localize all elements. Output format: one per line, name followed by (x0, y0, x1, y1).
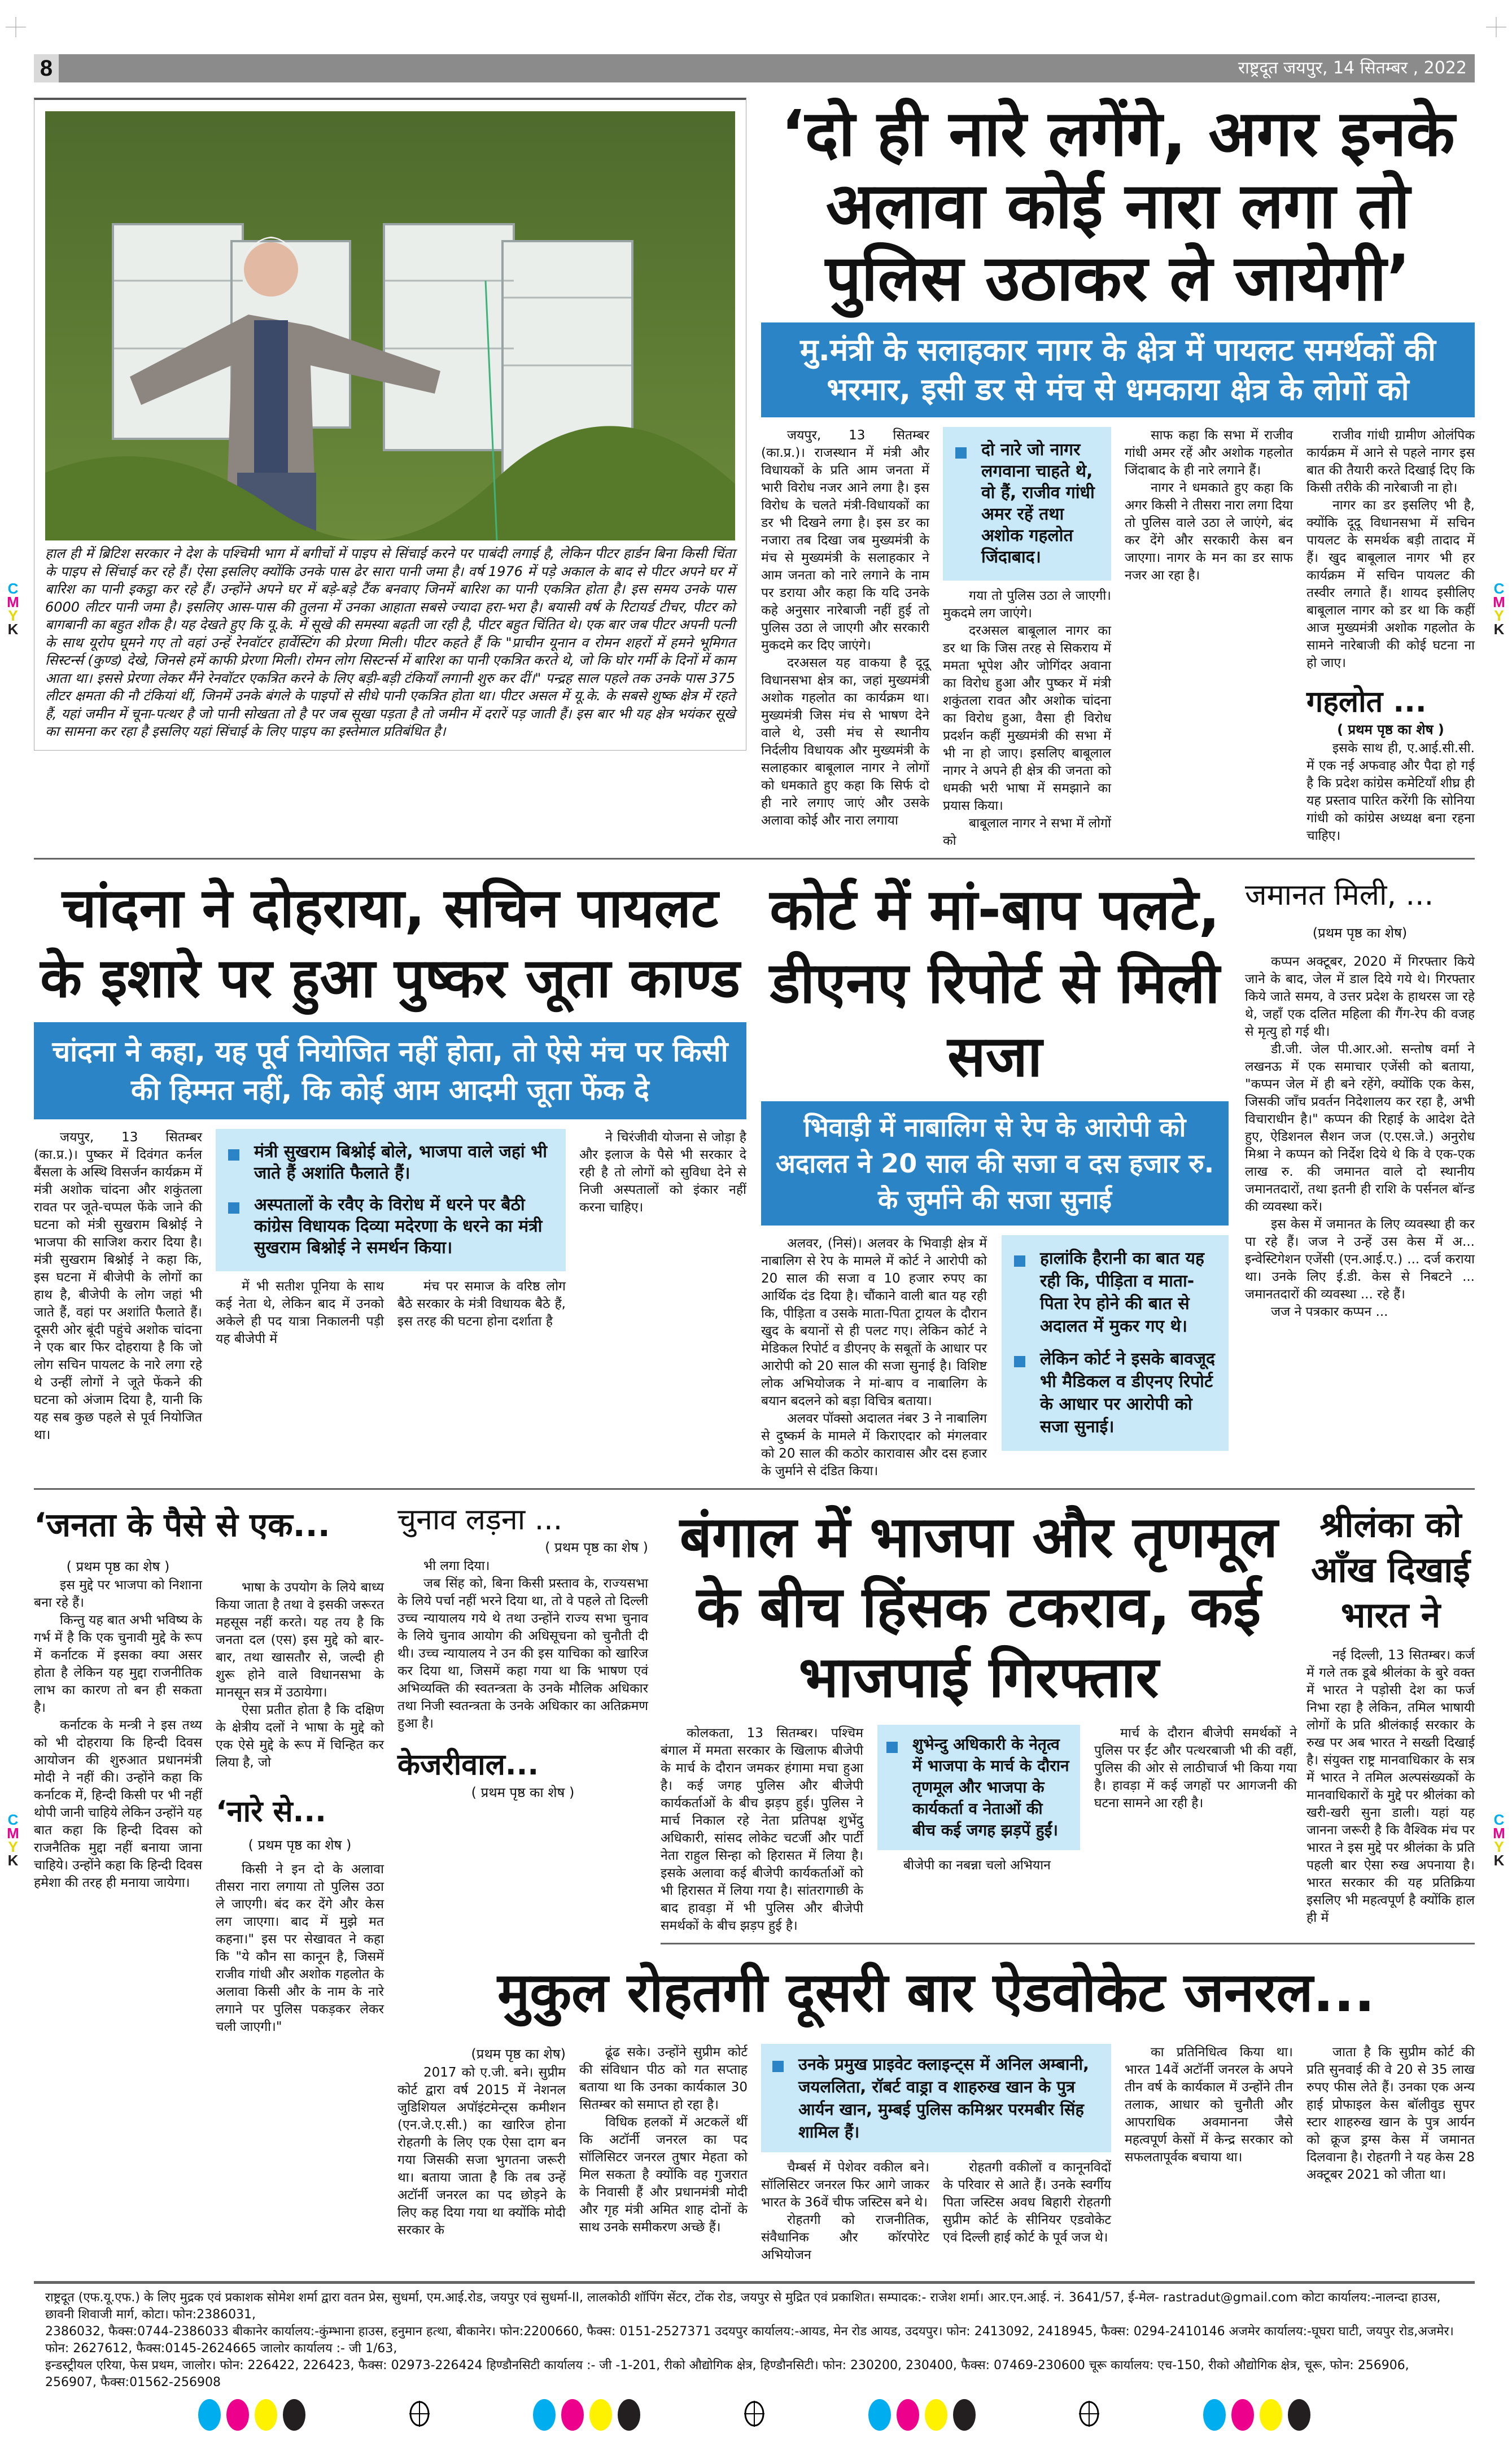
cmyk-y: Y (8, 607, 18, 624)
cmyk-k: K (1493, 621, 1505, 638)
paragraph: कप्पन अक्टूबर, 2020 में गिरफ्तार किये जाने के बाद, जेल में डाल दिये गये थे। गिरफ्तार किये जाते समय, वे उत्तर प्रदेश के हाथरस जा रहे थे, जहाँ एक दलित महिला की गैंग-रेप की वजह से मृत्यु हो गई थी। (1245, 954, 1475, 1039)
mukul-body (397, 2044, 1475, 2264)
paragraph: किसी ने इन दो के अलावा तीसरा नारा लगाया तो पुलिस उठा ले जाएगी। बंद कर देंगे और केस लग जाएगा। बाद में मुझे मत कहना।" इस पर सेखावत ने कहा कि "ये कौन सा कानून है, जिसमें राजीव गांधी और अशोक गहलोत के अलावा किसी और के नाम के नारे लगाने पर पुलिस पकड़कर लेकर चली जाएगी।" (216, 1862, 384, 2034)
chandna-column-1 (34, 1129, 202, 1444)
nare-se-jump-text (216, 1861, 384, 2036)
bengal-column-1 (661, 1725, 863, 1935)
cmyk-registration-label-right-lower (1491, 1813, 1507, 1867)
paragraph: कोलकता, 13 सितम्बर। पश्चिम बंगाल में ममता सरकार के खिलाफ बीजेपी के मार्च के दौरान जमकर हंगामा मचा हुआ है। कई जगह पुलिस और बीजेपी कार्यकर्ताओं के बीच झड़प हुई। पुलिस ने मार्च निकाल रहे नेता प्रतिपक्ष शुभेंदु अधिकारी, सांसद लोकेट चटर्जी और पार्टी नेता राहुल सिन्हा को हिरासत में लिया है। इसके अलावा कई बीजेपी कार्यकर्ताओं को भी हिरासत में लिया गया है। सांतरागाछी के बाद हावड़ा में भी पुलिस और बीजेपी समर्थकों के बीच झड़प हुई है। (661, 1726, 863, 1933)
cmyk-m: M (7, 1825, 19, 1842)
left-jumps (34, 1502, 384, 2036)
paragraph: अलवर पॉक्सो अदालत नंबर 3 ने नाबालिग से दुष्कर्म के मामले में किराएदार को मंगलवार को 20 साल की कठोर कारावास और दस हजार के जुर्माने से दंडित किया। (761, 1411, 987, 1479)
pullquote-text: हालांकि हैरानी का बात यह रही कि, पीड़िता व माता-पिता रेप होने की बात से अदालत में मुकर गए थे। (1040, 1249, 1204, 1336)
paragraph: दरअसल यह वाकया है दूदू विधानसभा क्षेत्र का, जहां मुख्यमंत्री अशोक गहलोत का कार्यक्रम था। मुख्यमंत्री जिस मंच से भाषण देने वाले थे, उसी मंच से स्थानीय निर्दलीय विधायक और मुख्यमंत्री के सलाहकार बाबूलाल नागर ने लोगों को धमकाते हुए कहा कि सिर्फ दो ही नारे लगाए जाएं और उसके अलावा कोई और नारा लगाया (761, 656, 929, 828)
paragraph: का प्रतिनिधित्व किया था। भारत 14वें अटॉर्नी जनरल के अपने तीन वर्ष के कार्यकाल में उन्होंने तीन तलाक, आधार को चुनौती और आपराधिक अवमानना जैसे महत्वपूर्ण केसों में केन्द्र सरकार को सफलतापूर्वक बचाया था। (1125, 2045, 1293, 2165)
bengal-row (397, 1502, 1475, 1935)
pullquote-text: उनके प्रमुख प्राइवेट क्लाइन्ट्स में अनिल अम्बानी, जयललिता, रॉबर्ट वाड्रा व शाहरुख खान के पुत्र आर्यन खान, मुम्बई पुलिस कमिश्नर परमबीर सिंह शामिल हैं। (798, 2055, 1089, 2142)
pullquote-text: शुभेन्दु अधिकारी के नेतृत्व में भाजपा के मार्च के दौरान तृणमूल और भाजपा के कार्यकर्ता व नेताओं की बीच कई जगह झड़पें हुईं। (912, 1735, 1069, 1839)
janta-column-2 (216, 1579, 384, 1772)
mukul-column-1-text (397, 2064, 566, 2239)
pullquote-text: लेकिन कोर्ट ने इसके बावजूद भी मैडिकल व डीएनए रिपोर्ट के आधार पर आरोपी को सजा सुनाई। (1040, 1349, 1215, 1437)
top-story-subhead: मु.मंत्री के सलाहकार नागर के क्षेत्र में पायलट समर्थकों की भरमार, इसी डर से मंच से धमकाया क्षेत्र के लोगों को (761, 322, 1475, 417)
paragraph: जब सिंह को, बिना किसी प्रस्ताव के, राज्यसभा के लिये पर्चा नहीं भरने दिया था, तो वे पहले तो दिल्ली उच्च न्यायालय गये थे तथा उन्होंने राज्य सभा चुनाव के लिये चुनाव आयोग की अधिसूचना को चुनौती दी थी। उच्च न्यायालय ने उन की इस याचिका को खारिज कर दिया था, जिसमें कहा गया था कि भाषण एवं अभिव्यक्ति की स्वतन्त्रता के उनके मौलिक अधिकार तथा निजी स्वतन्त्रता के उनके अधिकार का अतिक्रमण हुआ है। (397, 1576, 648, 1731)
color-dot-m (1231, 2399, 1254, 2431)
paragraph: जाता है कि सुप्रीम कोर्ट की प्रति सुनवाई की वे 20 से 35 लाख रुपए फीस लेते हैं। उनका एक अन्य हाई प्रोफाइल केस बॉलीवुड सुपर स्टार शाहरुख खान के पुत्र आर्यन को क्रूज ड्रग्स केस में जमानत दिलवाना है। रोहतगी ने यह केस 28 अक्टूबर 2021 को जीता था। (1306, 2045, 1475, 2182)
paragraph: रोहतगी को राजनीतिक, संवैधानिक और कॉरपोरेट अभियोजन (761, 2213, 929, 2262)
kejriwal-continued-label: ( प्रथम पृष्ठ का शेष ) (471, 1785, 575, 1800)
color-dot-m (561, 2399, 584, 2431)
chunav-jump-text (397, 1558, 648, 1733)
cmyk-m: M (1493, 1825, 1505, 1842)
color-dot-m (897, 2399, 919, 2431)
color-dot-k (283, 2399, 305, 2431)
cmyk-y: Y (1494, 607, 1504, 624)
gehlot-jump-heading: गहलोत ... (1306, 685, 1427, 719)
nare-se-continued-label: ( प्रथम पृष्ठ का शेष ) (248, 1837, 352, 1853)
court-pullquote (1002, 1235, 1229, 1451)
lower-section (34, 1502, 1475, 2264)
paragraph: नागर का डर इसलिए भी है, क्योंकि दूदू विधानसभा में सचिन पायलट के समर्थक बड़ी तादाद में हैं। खुद बाबूलाल नागर भी हर कार्यक्रम में सचिन पायलट की तस्वीर लगाते हैं। शायद इसीलिए बाबूलाल नागर को डर था कि कहीं आज मुख्यमंत्री अशोक गहलोत के सामने नारेबाजी की कोई घटना ना हो जाए। (1306, 498, 1475, 670)
section-divider (34, 1488, 1475, 1490)
color-dot-y (589, 2399, 612, 2431)
color-dot-m (226, 2399, 249, 2431)
mukul-continued-label: (प्रथम पृष्ठ का शेष) (471, 2046, 566, 2062)
top-story-column-3 (1125, 427, 1293, 585)
jamanat-continued-label: (प्रथम पृष्ठ का शेष) (1312, 925, 1408, 941)
middle-section (34, 873, 1475, 1480)
cmyk-c: C (1493, 580, 1505, 597)
paragraph: चैम्बर्स में पेशेवर वकील बने। सॉलिसिटर जनरल फिर आगे जाकर भारत के 36वें चीफ जस्टिस बने थे। (761, 2160, 929, 2210)
paragraph: ने चिरंजीवी योजना से जोड़ा है और इलाज के पैसे भी सरकार दे रही है तो लोगों को सुविधा देने से निजी अस्पतालों को इंकार नहीं करना चाहिए। (579, 1130, 746, 1215)
newspaper-page (34, 0, 1475, 2442)
top-story-column-2 (943, 587, 1111, 850)
chandna-headline: चांदना ने दोहराया, सचिन पायलट के इशारे पर हुआ पुष्कर जूता काण्ड (40, 876, 740, 1010)
paragraph: गया तो पुलिस उठा ले जाएगी। मुकदमे लग जाएंगे। (943, 588, 1111, 621)
bengal-body (661, 1725, 1297, 1935)
mukul-middle (761, 2044, 1111, 2264)
bullet-square-icon (955, 447, 967, 459)
footer-imprint-line-2: 2386032, फैक्स:0744-2386033 बीकानेर कार्यालय:-कुंम्भाना हाउस, हनुमान हत्था, बीकानेर। फोन:2200660, फैक्स: 0151-2527371 उदयपुर कार्यालय:-आयड, मेन रोड आयड, उदयपुर। फोन: 2413092, 2418945, फैक्स: 0294-2410146 अजमेर कार्यालय:-घूघरा घाटी, जयपुर रोड,अजमेर। फोन: 2627612, फैक्स:0145-2624665 जालोर कार्यालय :- जी 1/63, (45, 2325, 1454, 2356)
cmyk-c: C (7, 1811, 19, 1828)
paragraph: दरअसल बाबूलाल नागर का डर था कि जिस तरह से सिकराय में ममता भूपेश और जोगिंदर अवाना का विरोध हुआ और पुष्कर में मंत्री शकुंतला रावत और अशोक चांदना का विरोध हुआ, वैसा ही विरोध प्रदर्शन कहीं मुख्यमंत्री की सभा में भी ना हो जाए। इसलिए बाबूलाल नागर ने अपने ही क्षेत्र की जनता को धमकी भरी भाषा में समझाने का प्रयास किया। (943, 623, 1111, 813)
mukul-pullquote (761, 2044, 1111, 2152)
pullquote-text: अस्पतालों के रवैए के विरोध में धरने पर बैठी कांग्रेस विधायक दिव्या मदेरणा के धरने का मंत्री सुखराम बिश्नोई ने समर्थन किया। (254, 1195, 543, 1258)
srilanka-column (1306, 1647, 1475, 1927)
cmyk-registration-label-right (1491, 582, 1507, 636)
paragraph: डी.जी. जेल पी.आर.ओ. सन्तोष वर्मा ने लखनऊ में एक समाचार एजेंसी को बताया, "कप्पन जेल में ही बने रहेंगे, क्योंकि एक केस, जिसकी जाँच प्रवर्तन निदेशालय कर रहा है, अभी विचाराधीन है।" कप्पन की रिहाई के आदेश देते हुए, ऐडिशनल सैशन जज (ए.एस.जे.) अनुरोध मिश्रा ने कप्पन को निर्देश दिये थे कि वे एक-एक लाख रु. की जमानत वाले दो स्थानीय जमानतदारों, तथा इतनी ही राशि के पर्सनल बॉन्ड की व्यवस्था करें। (1245, 1042, 1475, 1214)
cmyk-k: K (7, 1852, 19, 1869)
court-body (761, 1235, 1229, 1480)
photo-caption: हाल ही में ब्रिटिश सरकार ने देश के पश्चिमी भाग में बगीचों में पाइप से सिंचाई करने पर पाबंदी लगाई है, लेकिन पीटर हार्डन बिना किसी चिंता के पाइप से सिंचाई कर रहे हैं। ऐसा इसलिए क्योंकि उनके पास ढेर सारा पानी जमा है। वर्ष 1976 में पड़े अकाल के बाद से पीटर अपने घर में बारिश का पानी इकट्ठा कर रहे हैं। उन्होंने अपने घर में बड़े-बड़े टैंक बनवाए जिनमें बारिश का पानी एकत्रित होता है। इस समय उनके पास 6000 लीटर पानी जमा है। इसलिए आस-पास की तुलना में उनका आहाता सबसे ज्यादा हरा-भरा है। बयासी वर्ष के रिटायर्ड टीचर, पीटर को बागबानी का बहुत शौक है। यह देखते हुए कि यू.के. में सूखे की समस्या बढ़ती जा रही है, पीटर बहुत चिंतित थे। एक बार जब पीटर अपनी पत्नी के साथ यूरोप घूमने गए तो वहां उन्हें रेनवॉटर हार्वेस्टिंग की प्रेरणा मिली। पीटर कहते हैं कि "प्राचीन यूनान व रोमन शहरों में हमने भूमिगत सिस्टर्न्स (कुण्ड) देखे, जिनसे हमें काफी प्रेरणा मिली। रोमन लोग सिस्टर्न्स में बारिश का पानी एकत्रित करते थे, जो कि घोर गर्मी के दिनों में काम आता था। इससे प्रेरणा लेकर मैंने रेनवॉटर एकत्रित करने के लिए बड़ी-बड़ी टंकियाँ लगानी शुरु कर दीं।" पन्द्रह साल पहले तक उनके पास 375 लीटर क्षमता की नौ टंकियां थीं, जिनमें उनके बंगले के पाइपों से सीधे पानी एकत्रित होता था। पीटर असल में यू.के. के सबसे शुष्क क्षेत्र में रहते हैं, यहां जमीन में चूना-पत्थर है जो पानी सोखता तो है पर जब सूखा पड़ता है तो जमीन में दरारें पड़ जाती हैं। इस बार भी यह क्षेत्र भयंकर सूखे का सामना कर रहा है इसलिए यहां सिंचाई के लिए पाइप का इस्तेमाल प्रतिबंधित है। (45, 546, 735, 739)
dateline: राष्ट्रदूत जयपुर, 14 सितम्बर , 2022 (1238, 58, 1467, 78)
cmyk-registration-label-left (5, 582, 21, 636)
paragraph: साफ कहा कि सभा में राजीव गांधी अमर रहें और अशोक गहलोत जिंदाबाद के ही नारे लगाने हैं। (1125, 428, 1293, 478)
paragraph: विधिक हलकों में अटकलें थीं कि अटॉर्नी जनरल का पद सॉलिसिटर जनरल तुषार मेहता को मिल सकता है क्योंकि वह गुजरात के निवासी हैं और प्रधानमंत्री मोदी और गृह मंत्री अमित शाह दोनों के साथ उनके समीकरण अच्छे हैं। (579, 2115, 748, 2235)
bengal-column-3 (1094, 1725, 1297, 1812)
footer-divider (34, 2281, 1475, 2284)
top-story-headline: ‘दो ही नारे लगेंगे, अगर इनके अलावा कोई नारा लगा तो पुलिस उठाकर ले जायेगी’ (781, 97, 1455, 315)
chandna-body (34, 1129, 746, 1444)
nare-se-jump-heading: ‘नारे से... (216, 1795, 326, 1829)
janta-jump-heading: ‘जनता के पैसे से एक... (34, 1506, 330, 1544)
paragraph: नागर ने धमकाते हुए कहा कि अगर किसी ने तीसरा नारा लगा दिया तो पुलिस वाले उठा ले जाएंगे, बंद कर देंगे और सरकारी केस बन जाएगा। नागर के मन का डर साफ नजर आ रहा है। (1125, 481, 1293, 583)
crosshair-registration-icon (1486, 17, 1506, 37)
paragraph: भाषा के उपयोग के लिये बाध्य किया जाता है तथा वे इसकी जरूरत महसूस नहीं करते। यह तय है कि जनता दल (एस) इस मुद्दे को बार-बार, तथा खासतौर से, जल्दी ही शुरू होने वाले विधानसभा के मानसून सत्र में उठायेगा। (216, 1580, 384, 1700)
section-divider (34, 858, 1475, 860)
cmyk-y: Y (8, 1838, 18, 1855)
registration-target-icon (408, 2401, 431, 2429)
photo-feature-panel (34, 98, 746, 751)
paragraph: जयपुर, 13 सितम्बर (का.प्र.)। पुष्कर में दिवंगत कर्नल बैंसला के अस्थि विसर्जन कार्यक्रम में मंत्री अशोक चांदना और शकुंतला रावत पर जूते-चप्पल फेंके जाने की घटना को मंत्री सुखराम बिश्नोई ने भाजपा की साजिश करार दिया है। मंत्री सुखराम बिश्नोई ने कहा कि, इस घटना में बीजेपी के लोगों का हाथ है, बीजेपी के लोग जहां भी जाते हैं, वहां पर अशांति फैलाते हैं। दूसरी ओर बूंदी पहुंचे अशोक चांदना ने एक बार फिर दोहराया है कि जो लोग सचिन पायलट के नारे लगा रहे थे उन्हीं लोगों ने जूते फेंकने की घटना को अंजाम दिया है, यानी कि यह सब कुछ पहले से पूर्व नियोजित था। (34, 1130, 202, 1442)
paragraph: बाबूलाल नागर ने सभा में लोगों को (943, 816, 1111, 848)
cmyk-k: K (7, 621, 19, 638)
crosshair-registration-icon (6, 17, 26, 37)
color-dot-k (953, 2399, 976, 2431)
chandna-column-3 (397, 1278, 566, 1331)
gehlot-jump-text (1306, 740, 1475, 845)
paragraph: किन्तु यह बात अभी भविष्य के गर्भ में है कि एक चुनावी मुद्दे के रूप में कर्नाटक में इसका क्या असर होता है लेकिन यह मुद्दा राजनीतिक लाभ का कारण तो बन ही सकता है। (34, 1613, 202, 1715)
paragraph: बीजेपी का नबन्ना चलो अभियान (903, 1858, 1051, 1873)
paragraph: 2017 को ए.जी. बने। सुप्रीम कोर्ट द्वारा वर्ष 2015 में नेशनल जुडिशियल अपॉइंटमेन्ट्स कमीशन (एन.जे.ए.सी.) का खारिज होना रोहतगी के लिए एक ऐसा दाग बन गया जिसकी सजा भुगतना जरूरी था। बताया जाता है कि तब उन्हें अटॉर्नी जनरल का पद छोड़ने के लिए कह दिया गया था क्योंकि मोदी सरकार के (397, 2065, 566, 2238)
cmyk-m: M (1493, 594, 1505, 610)
color-dot-y (255, 2399, 277, 2431)
chandna-middle-columns (216, 1278, 566, 1348)
chunav-continued-label: ( प्रथम पृष्ठ का शेष ) (545, 1540, 648, 1555)
left-jump-columns (34, 1556, 384, 2036)
cmyk-registration-label-left-lower (5, 1813, 21, 1867)
nare-se-jump-column (216, 1794, 384, 2036)
chunav-jump-column (397, 1502, 648, 1803)
paragraph: इसके साथ ही, ए.आई.सी.सी. में एक नई अफवाह और पैदा हो गई है कि प्रदेश कांग्रेस कमेटियाँ शीघ्र ही यह प्रस्ताव पारित करेंगी कि सोनिया गांधी को कांग्रेस अध्यक्ष बना रहना चाहिए। (1306, 741, 1475, 843)
cmyk-y: Y (1494, 1838, 1504, 1855)
mukul-headline: मुकुल रोहतगी दूसरी बार ऐडवोकेट जनरल... (497, 1961, 1375, 2024)
top-story-body (761, 427, 1475, 850)
color-bar (34, 2391, 1475, 2442)
color-dot-k (1288, 2399, 1310, 2431)
paragraph: जयपुर, 13 सितम्बर (का.प्र.)। राजस्थान में मंत्री और विधायकों के प्रति आम जनता में भारी विरोध नजर आने लगा है। इस विरोध के चलते मंत्री-विधायकों का डर भी दिखने लगा है। इस डर का नजारा तब दिखा जब मुख्यमंत्री के मंच से मुख्यमंत्री के सलाहकार ने आम जनता को नारे लगाने के नाम पर डराया और कहा कि यदि उनके कहे अनुसार नारेबाजी नहीं हुई तो पुलिस उठा ले जाएगी और सरकारी मुकदमे कर दिए जाएंगे। (761, 428, 929, 653)
jamanat-jump-heading: जमानत मिली, ... (1245, 878, 1434, 912)
paragraph: कर्नाटक के मन्त्री ने इस तथ्य को भी दोहराया कि हिन्दी दिवस आयोजन की शुरुआत प्रधानमंत्री मोदी ने नहीं की। उन्होंने कहा कि कर्नाटक में, हिन्दी किसी पर भी नहीं थोपी जानी चाहिये लेकिन उन्होंने यह बात कहा कि हिन्दी दिवस को राजनैतिक मुद्दा नहीं बनाया जाना चाहिये। उन्होंने कहा कि हिन्दी दिवस हमेशा की तरह ही मनाया जायेगा। (34, 1718, 202, 1890)
top-story-column-1 (761, 427, 929, 830)
paragraph: भी लगा दिया। (423, 1559, 490, 1573)
bullet-square-icon (772, 2061, 784, 2072)
jamanat-jump-column (1245, 873, 1475, 1321)
color-dot-group (533, 2399, 640, 2431)
color-dot-c (198, 2399, 221, 2431)
paragraph: अलवर, (निसं)। अलवर के भिवाड़ी क्षेत्र में नाबालिग से रेप के मामले में कोर्ट ने आरोपी को 20 साल की सजा व 10 हजार रुपए का आर्थिक दंड दिया है। चौंकाने वाली बात यह रही कि, पीड़िता व उसके माता-पिता ट्रायल के दौरान खुद के बयानों से ही पलट गए। लेकिन कोर्ट ने मेडिकल रिपोर्ट व डीएनए के सबूतों के आधार पर आरोपी को 20 साल की सजा सुनाई है। विशिष्ट लोक अभियोजक ने मां-बाप व नाबालिग के बयान बदलने को बड़ा विचित्र बताया। (761, 1236, 987, 1408)
court-story (761, 873, 1229, 1480)
janta-column-2-wrap (216, 1556, 384, 2036)
top-story-column-2-wrap (943, 427, 1111, 850)
color-dot-y (1260, 2399, 1282, 2431)
bengal-story (661, 1502, 1297, 1935)
chandna-subhead: चांदना ने कहा, यह पूर्व नियोजित नहीं होता, तो ऐसे मंच पर किसी की हिम्मत नहीं, कि कोई आम आदमी जूता फेंक दे (34, 1022, 746, 1119)
mukul-middle-columns (761, 2159, 1111, 2264)
cmyk-c: C (7, 580, 19, 597)
chandna-story (34, 873, 746, 1444)
srilanka-headline: श्रीलंका को आँख दिखाई भारत ने (1311, 1504, 1470, 1636)
top-section (34, 98, 1475, 850)
photo-gardener-with-rain-tanks (45, 111, 735, 540)
jamanat-jump-text (1245, 953, 1475, 1321)
paragraph: मंच पर समाज के वरिष्ठ लोग बैठे सरकार के मंत्री विधायक बैठे हैं, इस तरह की घटना होना दर्शाता है (397, 1279, 566, 1329)
bengal-column-2-wrap (877, 1725, 1080, 1874)
kejriwal-jump-heading: केजरीवाल... (397, 1748, 539, 1782)
pullquote-text: दो नारे जो नागर लगवाना चाहते थे, वो हैं, राजीव गांधी अमर रहें तथा अशोक गहलोत जिंदाबाद। (981, 440, 1095, 567)
chandna-column-4 (579, 1129, 746, 1216)
color-dot-group (1203, 2399, 1310, 2431)
color-dot-group (868, 2399, 976, 2431)
mukul-column-3 (761, 2159, 929, 2264)
mukul-column-1 (397, 2044, 566, 2239)
bullet-square-icon (228, 1202, 239, 1214)
paragraph: मार्च के दौरान बीजेपी समर्थकों ने पुलिस पर ईंट और पत्थरबाजी भी की वहीं, पुलिस की ओर से लाठीचार्ज भी किया गया है। हावड़ा में कई जगहों पर आगजनी की घटना सामने आ रही है। (1094, 1726, 1297, 1811)
bullet-square-icon (886, 1742, 898, 1753)
top-story (761, 98, 1475, 850)
chunav-jump-heading: चुनाव लड़ना ... (397, 1503, 563, 1537)
paragraph: इस केस में जमानत के लिए व्यवस्था ही कर पा रहे हैं। जज ने उन्हें उस केस में अ... इन्वेस्टिगेशन एजेंसी (एन.आई.ए.) ... दर्ज कराया था। उनके लिए ई.डी. केस से निबटने ... जमानतदारों की व्यवस्था ... रहे हैं। (1245, 1217, 1475, 1302)
top-story-column-4-text (1306, 427, 1475, 672)
registration-target-icon (743, 2401, 766, 2429)
paragraph: रोहतगी वकीलों व कानूनविदों के परिवार से आते हैं। उनके स्वर्गीय पिता जस्टिस अवध बिहारी रोहतगी सुप्रीम कोर्ट के सीनियर एडवोकेट एवं दिल्ली हाई कोर्ट के पूर्व जज थे। (943, 2160, 1111, 2245)
mukul-column-4 (943, 2159, 1111, 2247)
lower-right (397, 1502, 1475, 2264)
color-dot-c (868, 2399, 891, 2431)
bullet-square-icon (1014, 1255, 1025, 1267)
gehlot-continued-label: ( प्रथम पृष्ठ का शेष ) (1337, 722, 1444, 738)
pullquote-text: मंत्री सुखराम बिश्नोई बोले, भाजपा वाले जहां भी जाते हैं अशांति फैलाते हैं। (254, 1142, 547, 1183)
bengal-headline: बंगाल में भाजपा और तृणमूल के बीच हिंसक टकराव, कई भाजपाई गिरफ्तार (679, 1504, 1278, 1710)
court-headline: कोर्ट में मां-बाप पलटे, डीएनए रिपोर्ट से मिली सजा (770, 876, 1220, 1089)
paragraph: ऐसा प्रतीत होता है कि दक्षिण के क्षेत्रीय दलों ने भाषा के मुद्दे को एक ऐसे मुद्दे के रूप में चिन्हित कर लिया है, जो (216, 1703, 384, 1770)
color-dot-y (925, 2399, 947, 2431)
paragraph: इस मुद्दे पर भाजपा को निशाना बना रहे हैं। (34, 1578, 202, 1610)
paragraph: नई दिल्ली, 13 सितम्बर। कर्ज में गले तक डूबे श्रीलंका के बुरे वक्त में भारत ने पड़ोसी देश का फर्ज निभा रहा है लेकिन, तमिल भाषायी लोगों के प्रति श्रीलंकाई सरकार के रुख पर अब भारत ने सख्ती दिखाई है। संयुक्त राष्ट्र मानवाधिकार के सत्र में भारत ने तमिल अल्पसंख्यकों के मानवाधिकारों के मुद्दे पर श्रीलंका को खरी-खरी सुना डाली। यहां यह जानना जरूरी है कि वैश्विक मंच पर भारत ने इस मुद्दे पर श्रीलंका के प्रति पहली बार ऐसा रुख अपनाया है। भारत सरकार की यह प्रतिक्रिया इसलिए भी महत्वपूर्ण है क्योंकि हाल ही में (1306, 1648, 1475, 1925)
chandna-column-2 (216, 1278, 384, 1348)
footer-imprint-line-3: इन्डस्ट्रीयल एरिया, फेस प्रथम, जालोर। फोन: 226422, 226423, फैक्स: 02973-226424 हिण्डौनसिटी कार्यालय :- जी -1-201, रीको औद्योगिक क्षेत्र, हिण्डौनसिटी। फोन: 230200, 230400, फैक्स: 07469-230600 चूरू कार्यालय: एच-150, रीको औद्योगिक क्षेत्र, चूरू, फोन: 256906, 256907, फैक्स:01562-256908 (45, 2358, 1409, 2389)
paragraph: ढूंढ सके। उन्होंने सुप्रीम कोर्ट की संविधान पीठ को गत सप्ताह बताया था कि उनका कार्यकाल 30 सितम्बर को समाप्त हो रहा है। (579, 2045, 748, 2112)
bengal-column-2 (877, 1857, 1080, 1874)
paragraph: जज ने पत्रकार कप्पन ... (1271, 1305, 1388, 1319)
cmyk-m: M (7, 594, 19, 610)
section-divider (661, 1943, 1475, 1944)
cmyk-k: K (1493, 1852, 1505, 1869)
cmyk-c: C (1493, 1811, 1505, 1828)
color-dot-k (618, 2399, 640, 2431)
chandna-middle (216, 1129, 566, 1348)
color-dot-c (533, 2399, 556, 2431)
paragraph: राजीव गांधी ग्रामीण ओलंपिक कार्यक्रम में आने से पहले नागर इस बात की तैयारी करते दिखाई दिए कि किसी तरीके की नारेबाजी ना हो। (1306, 428, 1475, 495)
janta-continued-label: ( प्रथम पृष्ठ का शेष ) (66, 1559, 170, 1575)
bullet-square-icon (1014, 1356, 1025, 1367)
court-subhead: भिवाड़ी में नाबालिग से रेप के आरोपी को अदालत ने 20 साल की सजा व दस हजार रु. के जुर्माने की सजा सुनाई (761, 1101, 1229, 1226)
top-story-pullquote (943, 427, 1111, 581)
registration-target-icon (1078, 2401, 1100, 2429)
court-column-1 (761, 1235, 987, 1480)
page-number: 8 (34, 54, 59, 82)
mukul-column-2 (579, 2044, 748, 2236)
color-dot-group (198, 2399, 305, 2431)
court-column-2-wrap (1002, 1235, 1229, 1458)
mukul-column-5 (1125, 2044, 1293, 2166)
janta-column-1-text (34, 1577, 202, 1892)
chandna-pullquote (216, 1129, 566, 1271)
srilanka-story (1306, 1502, 1475, 1927)
top-story-column-4 (1306, 427, 1475, 845)
paragraph: में भी सतीश पूनिया के साथ कई नेता थे, लेकिन बाद में उनको अकेले ही पद यात्रा निकालनी पड़ी यह बीजेपी में (216, 1279, 384, 1346)
footer-imprint-line-1: राष्ट्रदूत (एफ.यू.एफ.) के लिए मुद्रक एवं प्रकाशक सोमेश शर्मा द्वारा वतन प्रेस, सुधर्मा, एम.आई.रोड, जयपुर एवं सुधर्मा-II, लालकोठी शॉपिंग सेंटर, टोंक रोड, जयपुर से मुद्रित एवं प्रकाशित। सम्पादक:- राजेश शर्मा। आर.एन.आई. नं. 3641/57, ई-मेल- rastradut@gmail.com कोटा कार्यालय:-नालन्दा हाउस, छावनी शिवाजी मार्ग, कोटा। फोन:2386031, (45, 2291, 1441, 2322)
janta-column-1 (34, 1556, 202, 1892)
bullet-square-icon (228, 1149, 239, 1161)
mukul-column-6 (1306, 2044, 1475, 2184)
bengal-pullquote (877, 1725, 1080, 1850)
color-dot-c (1203, 2399, 1226, 2431)
